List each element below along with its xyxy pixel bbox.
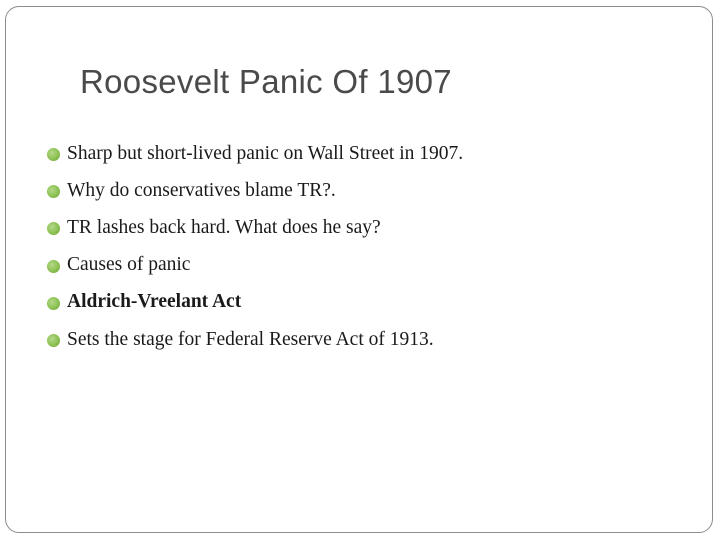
bullet-text: Why do conservatives blame TR?.	[67, 179, 336, 201]
bullet-item	[47, 321, 463, 358]
bullet-text: Sharp but short-lived panic on Wall Street in 1907.	[67, 142, 464, 164]
bullet-dot-icon	[47, 148, 60, 161]
bullet-text: Sets the stage for Federal Reserve Act of 1913.	[67, 328, 434, 350]
bullet-item	[47, 135, 463, 172]
bullet-dot-icon	[47, 260, 60, 273]
bullet-item	[47, 209, 463, 246]
bullet-text: Aldrich-Vreelant Act	[67, 291, 242, 313]
bullet-item	[47, 284, 463, 321]
bullet-item	[47, 172, 463, 209]
bullet-text: TR lashes back hard. What does he say?	[67, 216, 381, 238]
bullet-text: Causes of panic	[67, 254, 191, 276]
bullet-dot-icon	[47, 297, 60, 310]
bullet-dot-icon	[47, 222, 60, 235]
bullet-dot-icon	[47, 334, 60, 347]
bullet-item	[47, 247, 463, 284]
slide-frame	[5, 6, 713, 533]
bullet-dot-icon	[47, 185, 60, 198]
slide-title: Roosevelt Panic Of 1907	[80, 63, 452, 100]
bullet-list	[47, 135, 463, 358]
